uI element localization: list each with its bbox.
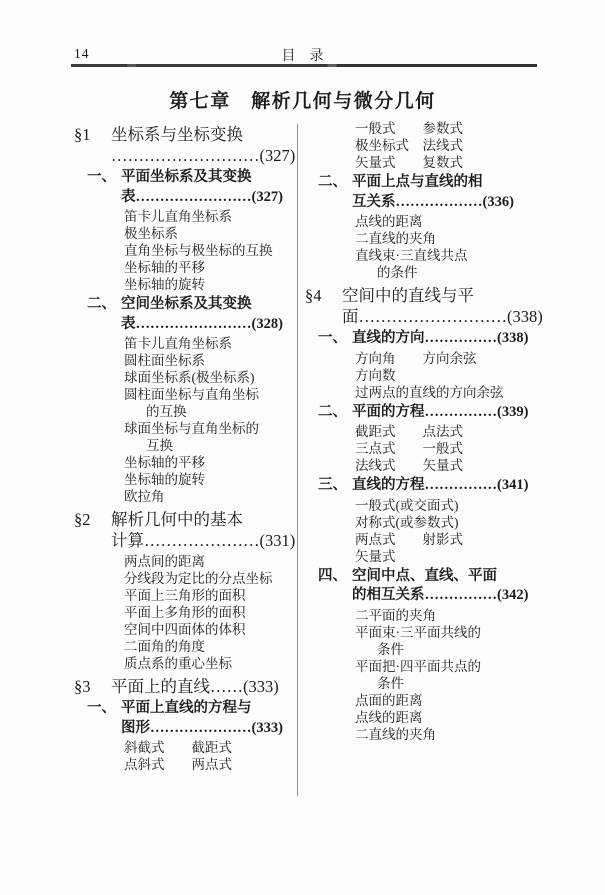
entry-lines — [111, 124, 298, 166]
entry-line: 平面束·三平面共线的 — [355, 624, 481, 640]
entry-line: 法线式 矢量式 — [355, 458, 463, 473]
entry-lines — [124, 621, 298, 638]
entry-line: 空间中点、直线、平面 — [352, 567, 497, 584]
entry-line: 图形…………………(333) — [121, 719, 283, 736]
entry-lines — [352, 173, 553, 212]
toc-entry-sub — [74, 295, 298, 334]
entry-lines — [121, 699, 298, 738]
entry-line: 两点式 射影式 — [355, 531, 463, 547]
entry-line: 二面角的角度 — [124, 639, 205, 654]
entry-line: 坐标系与坐标变换 — [111, 125, 243, 144]
entry-line: 截距式 点法式 — [355, 424, 463, 439]
entry-line: 质点系的重心坐标 — [124, 656, 232, 671]
entry-line: 两点间的距离 — [124, 554, 205, 569]
entry-lines — [124, 335, 298, 352]
entry-lines — [355, 247, 553, 281]
entry-lines — [124, 587, 298, 604]
toc-entry-item — [74, 225, 298, 242]
entry-line: 二平面的夹角 — [355, 607, 436, 623]
entry-lines — [352, 403, 553, 423]
entry-line: 二直线的夹角 — [355, 726, 436, 742]
entry-lines — [124, 259, 298, 276]
toc-entry-section — [74, 124, 298, 166]
entry-lines — [355, 137, 553, 154]
entry-line: 坐标轴的旋转 — [124, 472, 205, 487]
toc-entry-item — [305, 247, 553, 281]
toc-entry-item — [305, 497, 553, 514]
entry-lines — [124, 604, 298, 621]
toc-entry-item — [305, 384, 553, 401]
toc-entry-section — [305, 285, 553, 327]
toc-entry-item — [305, 423, 553, 440]
entry-line: 球面坐标与直角坐标的 — [124, 421, 259, 436]
entry-lines — [355, 726, 553, 743]
entry-lines — [352, 476, 553, 496]
entry-lines — [355, 497, 553, 514]
toc-entry-sub — [305, 173, 553, 212]
toc-entry-item — [74, 471, 298, 488]
entry-lines — [355, 709, 553, 726]
running-head: 目 录 — [281, 49, 324, 64]
entry-lines — [124, 386, 298, 420]
toc-entry-item — [305, 548, 553, 565]
toc-entry-item — [305, 726, 553, 743]
toc-entry-item — [74, 420, 298, 454]
toc-entry-item — [74, 621, 298, 638]
entry-lines — [342, 285, 553, 327]
entry-line: 圆柱面坐标系 — [124, 353, 205, 368]
entry-line: 平面上三角形的面积 — [124, 588, 246, 603]
entry-line: 矢量式 — [355, 548, 396, 564]
entry-lines — [121, 295, 298, 334]
entry-line: 面………………………(338) — [342, 307, 543, 326]
entry-lines — [355, 423, 553, 440]
toc-entry-item — [305, 692, 553, 709]
entry-line: 平面上多角形的面积 — [124, 605, 246, 620]
toc-entry-item — [74, 604, 298, 621]
entry-marker: §3 — [74, 677, 91, 696]
toc-right-column — [305, 120, 553, 743]
entry-line: 平面上点与直线的相 — [352, 174, 483, 190]
entry-lines — [124, 756, 298, 773]
entry-line: 方向数 — [355, 367, 396, 383]
entry-lines — [355, 607, 553, 624]
toc-entry-item — [305, 230, 553, 247]
entry-lines — [124, 225, 298, 242]
entry-lines — [355, 350, 553, 367]
toc-entry-item — [74, 553, 298, 570]
page-number: 14 — [74, 46, 90, 61]
chapter-title: 第七章 解析几何与微分几何 — [169, 91, 436, 112]
toc-entry-item — [305, 120, 553, 137]
entry-line: 欧拉角 — [124, 489, 165, 504]
entry-lines — [121, 168, 298, 207]
toc-entry-item — [305, 213, 553, 230]
toc-entry-section — [74, 509, 298, 551]
entry-marker: §1 — [74, 125, 91, 144]
entry-line: 解析几何中的基本 — [111, 510, 243, 529]
toc-entry-item — [74, 259, 298, 276]
entry-marker: 四、 — [318, 567, 347, 584]
entry-lines — [124, 471, 298, 488]
entry-lines — [355, 154, 553, 171]
entry-line: 点面的距离 — [355, 692, 423, 708]
entry-lines — [124, 655, 298, 672]
entry-line: 分线段为定比的分点坐标 — [124, 571, 273, 586]
entry-line: 圆柱面坐标与直角坐标 — [124, 387, 259, 402]
entry-line: 点线的距离 — [355, 214, 423, 229]
toc-entry-item — [305, 624, 553, 658]
entry-line: 一般式(或交面式) — [355, 497, 459, 513]
toc-entry-item — [74, 454, 298, 471]
entry-marker: 二、 — [318, 403, 347, 420]
entry-line: 表……………………(328) — [121, 315, 283, 332]
entry-marker: 三、 — [318, 477, 347, 493]
entry-lines — [355, 213, 553, 230]
entry-line: 坐标轴的旋转 — [124, 277, 205, 292]
entry-lines — [111, 509, 298, 551]
entry-line: 条件 — [377, 641, 404, 657]
entry-line: 空间中的直线与平 — [342, 286, 474, 305]
entry-line: 计算…………………(331) — [111, 531, 296, 550]
entry-marker: 二、 — [87, 296, 116, 312]
toc-entry-item — [305, 709, 553, 726]
toc-left-column — [74, 120, 298, 773]
entry-lines — [355, 624, 553, 658]
entry-line: 三点式 一般式 — [355, 441, 463, 456]
entry-line: 直线的方程……………(341) — [352, 477, 529, 493]
toc-entry-item — [305, 350, 553, 367]
toc-entry-item — [74, 570, 298, 587]
toc-entry-item — [305, 154, 553, 171]
toc-entry-sub — [74, 168, 298, 207]
toc-entry-item — [74, 638, 298, 655]
entry-line: 平面坐标系及其变换 — [121, 169, 252, 185]
toc-entry-item — [305, 367, 553, 384]
toc-entry-item — [74, 739, 298, 756]
entry-line: 坐标轴的平移 — [124, 260, 205, 275]
toc-entry-item — [74, 335, 298, 352]
entry-lines — [124, 454, 298, 471]
entry-line: 平面的方程……………(339) — [352, 403, 529, 420]
entry-line: 的互换 — [146, 404, 187, 419]
entry-lines — [355, 658, 553, 692]
entry-line: 方向角 方向余弦 — [355, 350, 477, 366]
toc-entry-item — [305, 440, 553, 457]
toc-entry-sub — [305, 329, 553, 349]
entry-line: 坐标轴的平移 — [124, 455, 205, 470]
entry-line: 过两点的直线的方向余弦 — [355, 384, 504, 400]
column-divider — [297, 124, 298, 796]
entry-lines — [355, 230, 553, 247]
toc-entry-item — [74, 655, 298, 672]
toc-entry-sub — [305, 567, 553, 606]
toc-entry-section — [74, 676, 298, 697]
entry-line: 极坐标系 — [124, 226, 178, 241]
entry-line: 矢量式 复数式 — [355, 155, 463, 170]
entry-lines — [355, 440, 553, 457]
entry-lines — [352, 329, 553, 349]
entry-line: 二直线的夹角 — [355, 231, 436, 246]
entry-lines — [124, 242, 298, 259]
entry-line: 一般式 参数式 — [355, 121, 463, 136]
entry-line: 斜截式 截距式 — [124, 740, 232, 755]
toc-entry-item — [74, 208, 298, 225]
entry-lines — [355, 120, 553, 137]
entry-marker: §4 — [305, 286, 322, 305]
entry-lines — [355, 384, 553, 401]
entry-line: 极坐标式 法线式 — [355, 138, 463, 153]
entry-lines — [124, 553, 298, 570]
entry-line: 笛卡儿直角坐标系 — [124, 336, 232, 351]
toc-entry-sub — [74, 699, 298, 738]
entry-line: 球面坐标系(极坐标系) — [124, 370, 255, 385]
entry-line: 点斜式 两点式 — [124, 757, 232, 772]
toc-entry-item — [74, 488, 298, 505]
entry-line: 平面上直线的方程与 — [121, 700, 252, 716]
entry-lines — [355, 548, 553, 565]
entry-line: 平面把·四平面共点的 — [355, 658, 481, 674]
entry-marker: 二、 — [318, 174, 347, 190]
toc-entry-item — [74, 242, 298, 259]
entry-lines — [124, 420, 298, 454]
entry-lines — [124, 276, 298, 293]
entry-lines — [124, 739, 298, 756]
entry-lines — [124, 638, 298, 655]
entry-line: 直角坐标与极坐标的互换 — [124, 243, 273, 258]
entry-line: 条件 — [377, 675, 404, 691]
toc-entry-item — [305, 457, 553, 474]
toc-entry-sub — [305, 476, 553, 496]
entry-marker: 一、 — [318, 330, 347, 346]
entry-line: 空间坐标系及其变换 — [121, 296, 252, 312]
toc-entry-item — [74, 369, 298, 386]
entry-line: 笛卡儿直角坐标系 — [124, 209, 232, 224]
entry-line: 直线的方向……………(338) — [352, 330, 529, 346]
entry-line: 对称式(或参数式) — [355, 514, 459, 530]
entry-lines — [124, 352, 298, 369]
entry-line: 点线的距离 — [355, 709, 423, 725]
entry-lines — [124, 488, 298, 505]
entry-lines — [355, 367, 553, 384]
entry-line: 互换 — [146, 438, 173, 453]
toc-entry-item — [74, 276, 298, 293]
toc-entry-item — [305, 514, 553, 531]
entry-line: ………………………(327) — [111, 146, 296, 165]
entry-line: 平面上的直线……(333) — [111, 677, 279, 696]
toc-entry-item — [74, 756, 298, 773]
entry-line: 互关系………………(336) — [352, 193, 514, 210]
toc-entry-item — [305, 658, 553, 692]
entry-lines — [355, 531, 553, 548]
toc-entry-item — [74, 352, 298, 369]
entry-line: 直线束·三直线共点 — [355, 248, 468, 263]
entry-marker: 一、 — [87, 169, 116, 185]
entry-lines — [124, 570, 298, 587]
toc-entry-item — [305, 137, 553, 154]
entry-lines — [124, 369, 298, 386]
entry-marker: §2 — [74, 510, 91, 529]
toc-entry-item — [305, 607, 553, 624]
entry-lines — [124, 208, 298, 225]
toc-entry-item — [74, 386, 298, 420]
entry-line: 表……………………(327) — [121, 188, 283, 205]
entry-lines — [355, 692, 553, 709]
header-rule — [71, 64, 537, 67]
entry-line: 空间中四面体的体积 — [124, 622, 246, 637]
toc-entry-item — [74, 587, 298, 604]
entry-line: 的条件 — [377, 265, 418, 280]
entry-lines — [355, 514, 553, 531]
entry-lines — [352, 567, 553, 606]
entry-lines — [111, 676, 298, 697]
toc-entry-sub — [305, 403, 553, 423]
entry-marker: 一、 — [87, 700, 116, 716]
entry-lines — [355, 457, 553, 474]
entry-line: 的相互关系……………(342) — [352, 587, 529, 603]
toc-entry-item — [305, 531, 553, 548]
